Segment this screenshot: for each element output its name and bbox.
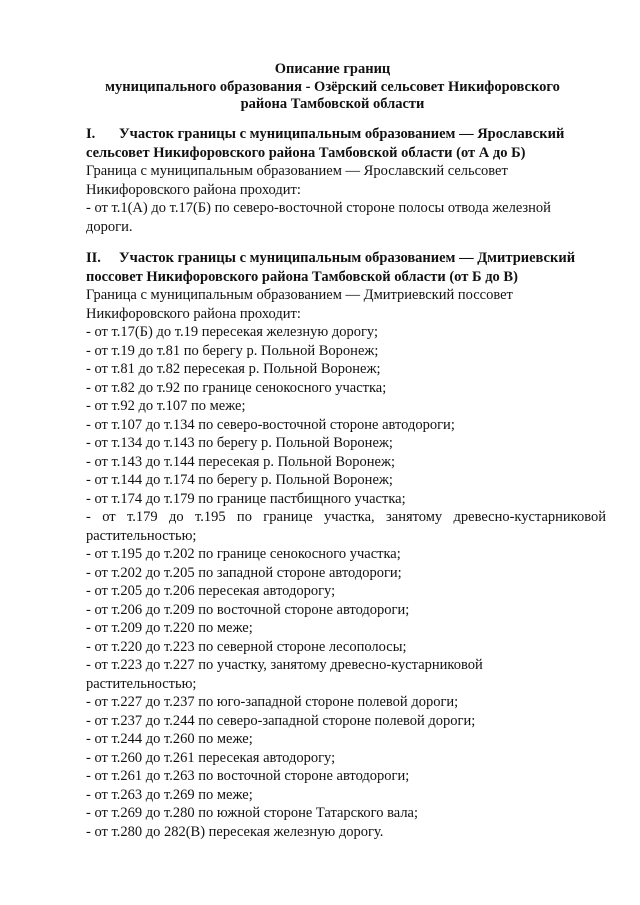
boundary-segment: - от т.261 до т.263 по восточной стороне автодороги; (86, 768, 410, 784)
title-line: района Тамбовской области (240, 96, 425, 112)
section-intro: Граница с муниципальным образованием — Ярославский сельсовет (86, 163, 508, 179)
boundary-segment: - от т.107 до т.134 по северо-восточной стороне автодороги; (86, 416, 455, 433)
section-heading (86, 125, 606, 144)
boundary-segment: - от т.280 до 282(В) пересекая железную дорогу. (86, 823, 384, 840)
boundary-segment: дороги. (86, 218, 133, 235)
boundary-segment: - от т.82 до т.92 по границе сенокосного участка; (86, 379, 387, 396)
section-heading-text: Участок границы с муниципальным образованием — Ярославский (119, 126, 565, 142)
section-number: I. (86, 126, 96, 142)
boundary-segment: - от т.17(Б) до т.19 пересекая железную дорогу; (86, 324, 379, 340)
boundary-segment: - от т.227 до т.237 по юго-западной стороне полевой дороги; (86, 694, 459, 710)
boundary-segment: - от т.19 до т.81 по берегу р. Польной Воронеж; (86, 342, 379, 359)
boundary-segment: растительностью; (86, 675, 197, 692)
section-intro: Граница с муниципальным образованием — Дмитриевский поссовет (86, 287, 513, 303)
boundary-segment: - от т.206 до т.209 по восточной стороне автодороги; (86, 601, 410, 618)
boundary-segment: - от т.209 до т.220 по меже; (86, 620, 253, 636)
boundary-segment: - от т.220 до т.223 по северной стороне лесополосы; (86, 638, 407, 655)
title-line: Описание границ (274, 61, 391, 77)
boundary-segment: - от т.269 до т.280 по южной стороне Татарского вала; (86, 805, 419, 821)
boundary-segment: - от т.179 до т.195 по границе участка, занятому древесно-кустарниковой (86, 509, 606, 525)
boundary-segment: - от т.143 до т.144 пересекая р. Польной Воронеж; (86, 453, 396, 470)
section-1 (86, 125, 606, 236)
boundary-segment: - от т.134 до т.143 по берегу р. Польной Воронеж; (86, 435, 393, 451)
boundary-segment: - от т.237 до т.244 по северо-западной стороне полевой дороги; (86, 712, 476, 729)
boundary-segment: - от т.202 до т.205 по западной стороне автодороги; (86, 564, 402, 581)
title-line: муниципального образования - Озёрский сельсовет Никифоровского (105, 78, 560, 95)
boundary-segment: - от т.263 до т.269 по меже; (86, 786, 253, 803)
boundary-segment: - от т.195 до т.202 по границе сенокосного участка; (86, 546, 401, 562)
section-intro: Никифоровского района проходит: (86, 305, 301, 322)
boundary-segment: - от т.92 до т.107 по меже; (86, 398, 246, 414)
section-2 (86, 249, 606, 841)
boundary-segment: - от т.260 до т.261 пересекая автодорогу; (86, 749, 336, 766)
boundary-segment: растительностью; (86, 527, 197, 544)
boundary-segment: - от т.205 до т.206 пересекая автодорогу; (86, 583, 336, 599)
boundary-segment: - от т.1(А) до т.17(Б) по северо-восточной стороне полосы отвода железной (86, 200, 551, 216)
boundary-segment: - от т.144 до т.174 по берегу р. Польной Воронеж; (86, 472, 393, 488)
section-heading-continued: сельсовет Никифоровского района Тамбовской области (от А до Б) (86, 144, 526, 161)
boundary-segment: - от т.223 до т.227 по участку, занятому древесно-кустарниковой (86, 657, 483, 673)
section-heading-continued: поссовет Никифоровского района Тамбовской области (от Б до В) (86, 268, 518, 285)
boundary-segment: - от т.244 до т.260 по меже; (86, 731, 253, 747)
section-intro: Никифоровского района проходит: (86, 181, 301, 198)
section-heading-text: Участок границы с муниципальным образованием — Дмитриевский (119, 250, 576, 266)
section-number: II. (86, 250, 101, 266)
document-title (60, 61, 605, 114)
section-heading (86, 249, 606, 268)
boundary-segment: - от т.174 до т.179 по границе пастбищного участка; (86, 490, 406, 507)
boundary-segment: - от т.81 до т.82 пересекая р. Польной Воронеж; (86, 361, 381, 377)
